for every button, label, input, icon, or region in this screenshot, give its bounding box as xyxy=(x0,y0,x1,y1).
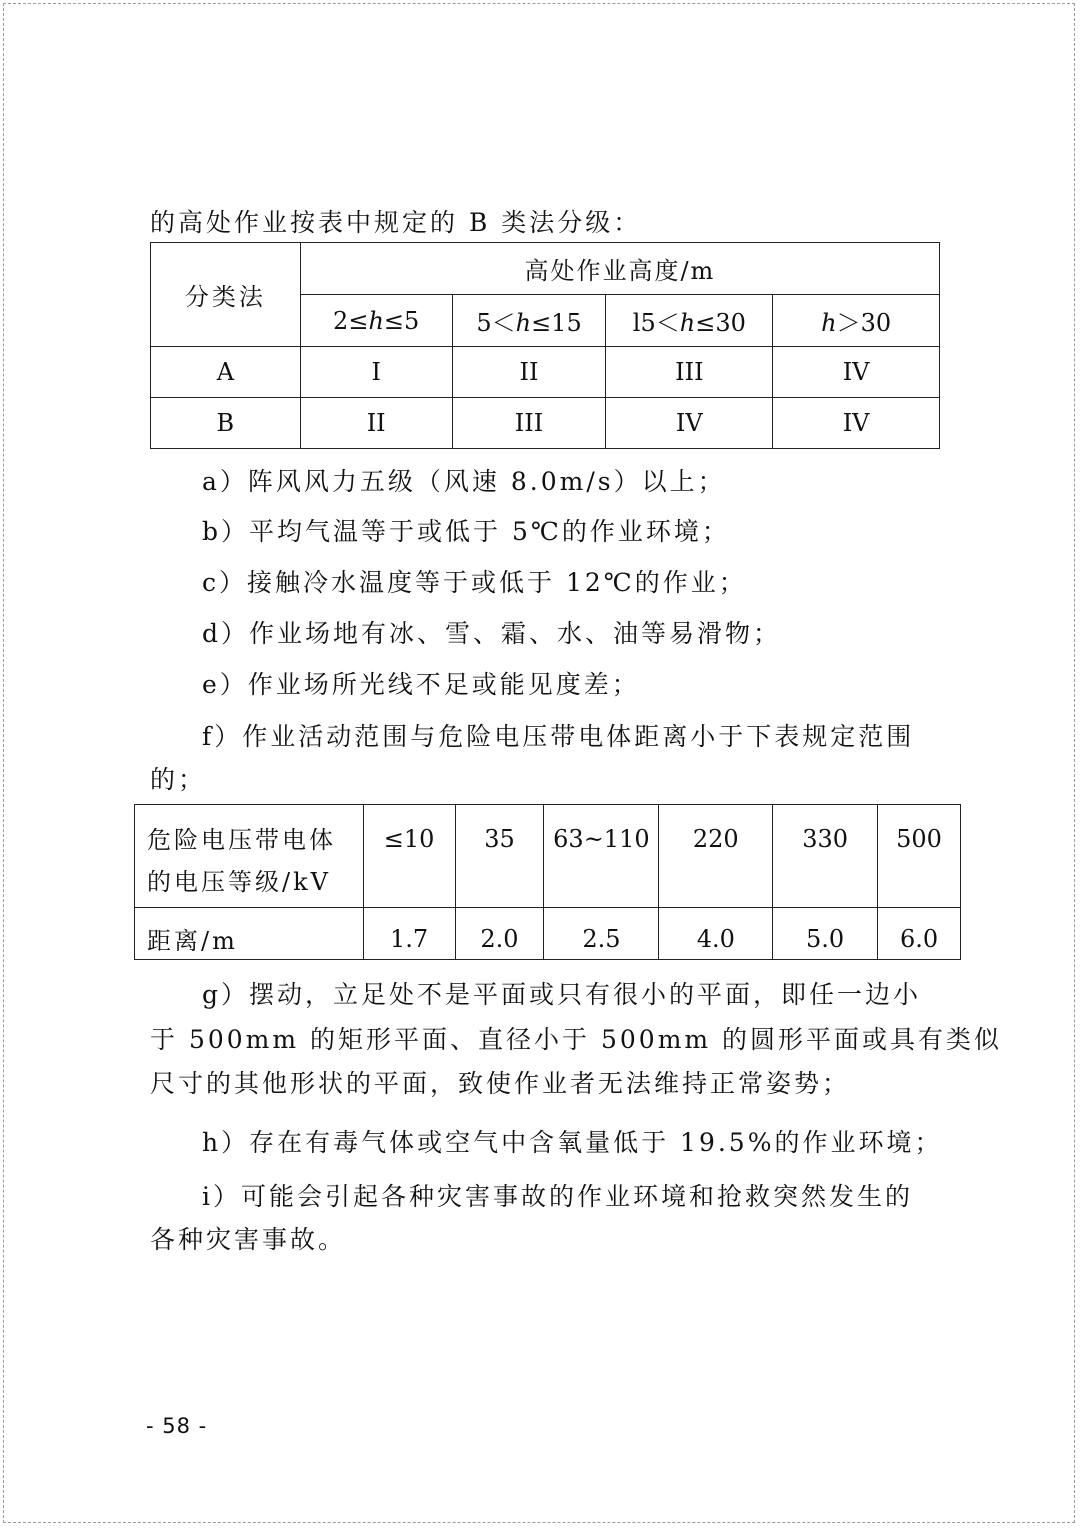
table-row xyxy=(151,398,940,449)
table-row xyxy=(151,347,940,398)
table-row xyxy=(135,805,961,908)
item-g-line2: 于 500mm 的矩形平面、直径小于 500mm 的圆形平面或具有类似 xyxy=(150,1025,1003,1054)
item-a: a）阵风风力五级（风速 8.0m/s）以上； xyxy=(202,467,726,496)
voltage-level: ≤10 xyxy=(363,805,455,908)
voltage-level: 330 xyxy=(773,805,878,908)
distance-value: 2.0 xyxy=(455,908,544,960)
table-row xyxy=(135,908,961,960)
height-classification-table xyxy=(150,242,940,449)
item-f-line2: 的； xyxy=(150,765,207,794)
method-cell: B xyxy=(151,398,301,449)
voltage-header: 危险电压带电体 的电压等级/kV xyxy=(135,805,364,908)
grade-cell: II xyxy=(300,398,452,449)
grade-cell: III xyxy=(452,398,606,449)
item-g-line1: g）摆动，立足处不是平面或只有很小的平面，即任一边小 xyxy=(202,980,922,1009)
voltage-level: 220 xyxy=(659,805,773,908)
group-header: 高处作业高度/m xyxy=(300,243,939,295)
item-e: e）作业场所光线不足或能见度差； xyxy=(202,670,640,699)
item-c: c）接触冷水温度等于或低于 12℃的作业； xyxy=(202,568,747,597)
range-header: l5＜h≤30 xyxy=(606,295,773,347)
voltage-distance-table xyxy=(134,804,961,960)
grade-cell: IV xyxy=(606,398,773,449)
item-d: d）作业场地有冰、雪、霜、水、油等易滑物； xyxy=(202,619,782,648)
grade-cell: III xyxy=(606,347,773,398)
distance-label: 距离/m xyxy=(135,908,364,960)
item-b: b）平均气温等于或低于 5℃的作业环境； xyxy=(202,517,730,546)
item-i-line1: i）可能会引起各种灾害事故的作业环境和抢救突然发生的 xyxy=(202,1182,913,1211)
method-cell: A xyxy=(151,347,301,398)
item-g-line3: 尺寸的其他形状的平面，致使作业者无法维持正常姿势； xyxy=(150,1069,851,1098)
distance-value: 4.0 xyxy=(659,908,773,960)
distance-value: 2.5 xyxy=(544,908,659,960)
page-number: - 58 - xyxy=(146,1414,208,1438)
intro-line: 的高处作业按表中规定的 B 类法分级： xyxy=(150,208,642,237)
distance-value: 5.0 xyxy=(773,908,878,960)
range-header: 5＜h≤15 xyxy=(452,295,606,347)
item-i-line2: 各种灾害事故。 xyxy=(150,1225,347,1254)
range-header: h＞30 xyxy=(773,295,940,347)
grade-cell: I xyxy=(300,347,452,398)
grade-cell: IV xyxy=(773,398,940,449)
distance-value: 6.0 xyxy=(878,908,961,960)
grade-cell: IV xyxy=(773,347,940,398)
item-h: h）存在有毒气体或空气中含氧量低于 19.5%的作业环境； xyxy=(202,1128,943,1157)
corner-label: 分类法 xyxy=(151,243,301,347)
grade-cell: II xyxy=(452,347,606,398)
distance-value: 1.7 xyxy=(363,908,455,960)
voltage-level: 500 xyxy=(878,805,961,908)
voltage-level: 35 xyxy=(455,805,544,908)
range-header: 2≤h≤5 xyxy=(300,295,452,347)
item-f-line1: f）作业活动范围与危险电压带电体距离小于下表规定范围 xyxy=(202,722,915,751)
voltage-level: 63~110 xyxy=(544,805,659,908)
